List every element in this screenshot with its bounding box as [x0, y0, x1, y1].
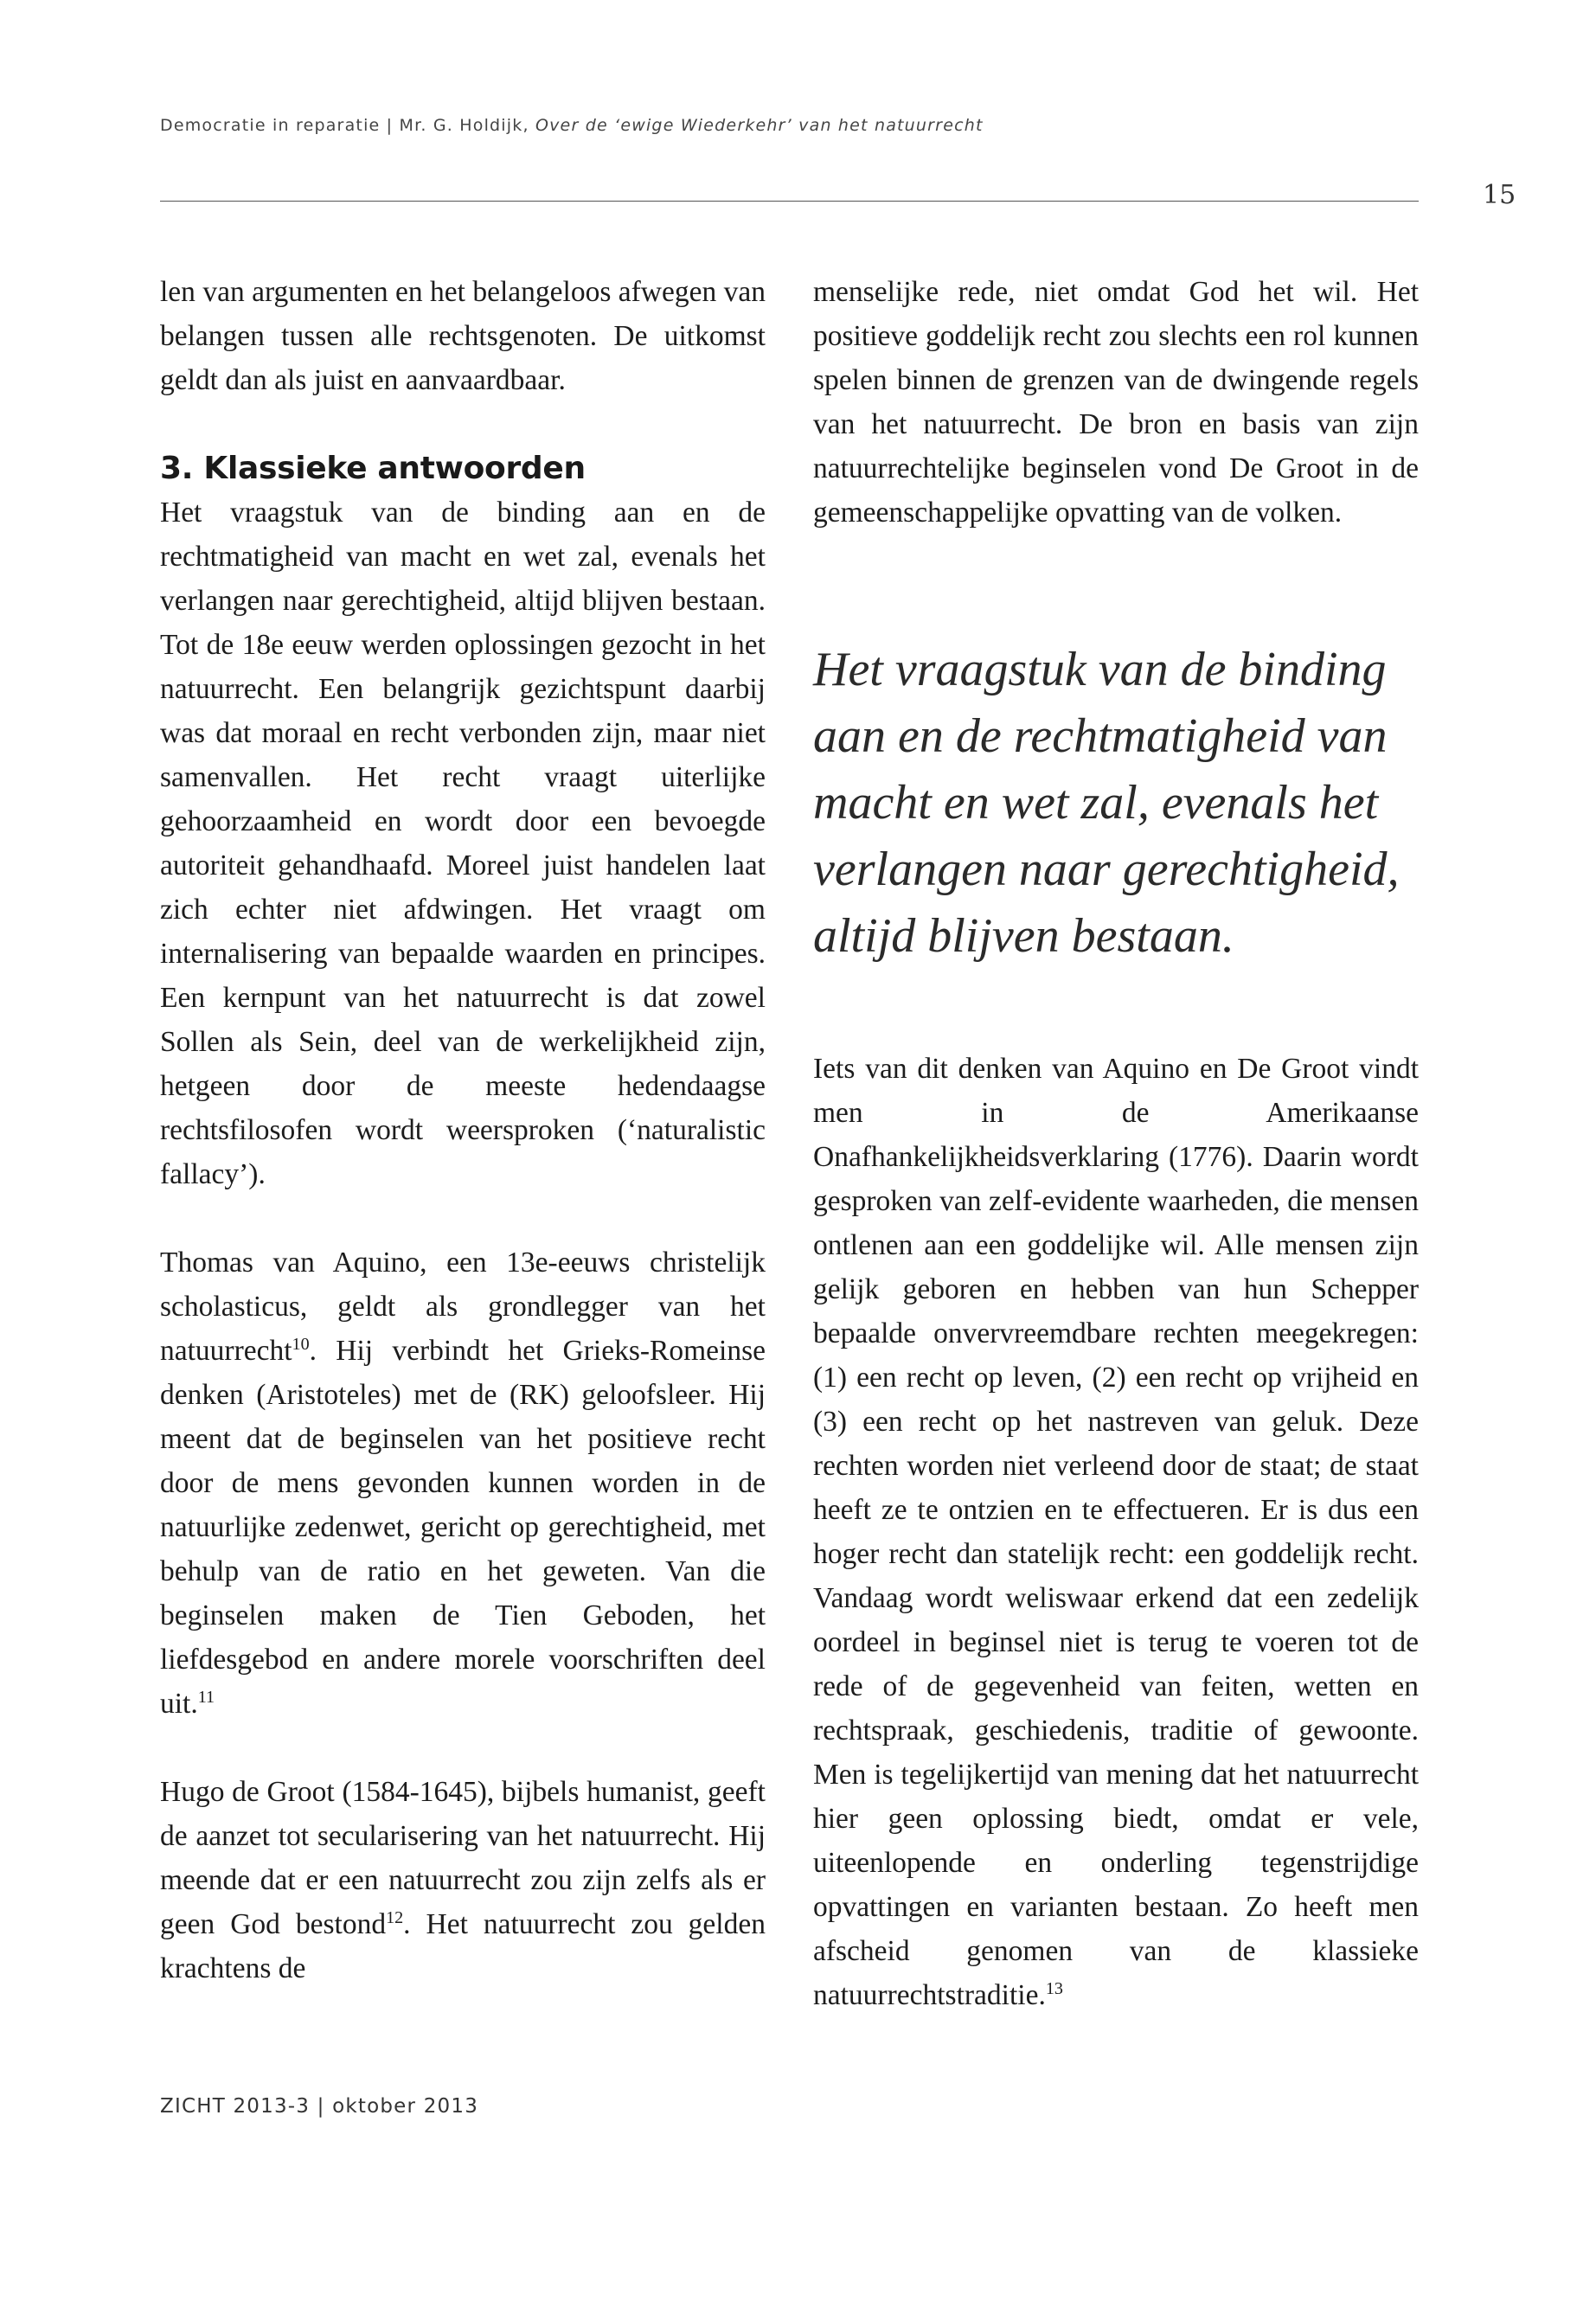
footnote-ref-11: 11 [197, 1687, 215, 1707]
page-number: 15 [1483, 180, 1516, 210]
section-heading: 3. Klassieke antwoorden [160, 451, 586, 486]
right-paragraph-2-text: Iets van dit denken van Aquino en De Groot vindt men in de Amerikaanse Onafhankelijkheidsverklaring (1776). Daarin wordt gesproken van zelf-evidente waarheden, die mensen ontlenen aan een goddelijke wil. Alle mensen zijn gelijk geboren en hebben van hun Schepper bepaalde onvervreemdbare rechten meegekregen: (1) een recht op leven, (2) een recht op vrijheid en (3) een recht op het nastreven van geluk. Deze rechten worden niet verleend door de staat; de staat heeft ze te ontzien en te effectueren. Er is dus een hoger recht dan statelijk recht: een goddelijk recht. Vandaag wordt weliswaar erkend dat een zedelijk oordeel in beginsel niet is terug te voeren tot de rede of de gegevenheid van feiten, wetten en rechtspraak, geschiedenis, traditie of gewoonte. Men is tegelijkertijd van mening dat het natuurrecht hier geen oplossing biedt, omdat er vele, uiteenlopende en onderling tegenstrijdige opvattingen en varianten bestaan. Zo heeft men afscheid genomen van de klassieke natuurrechtstraditie. [813, 1053, 1419, 2011]
right-paragraph-2 [813, 1047, 1419, 2017]
left-paragraph-4-part-b: . Het natuurrecht zou gelden krachtens de [160, 1908, 766, 1984]
footnote-ref-13: 13 [1045, 1978, 1063, 1998]
header-rule [160, 201, 1419, 202]
left-paragraph-2: Het vraagstuk van de binding aan en de rechtmatigheid van macht en wet zal, evenals het verlangen naar gerechtigheid, altijd blijven bestaan. Tot de 18e eeuw werden oplossingen gezocht in het natuurrecht. Een belangrijk gezichtspunt daarbij was dat moraal en recht verbonden zijn, maar niet samenvallen. Het recht vraagt uiterlijke gehoorzaamheid en wordt door een bevoegde autoriteit gehandhaafd. Moreel juist handelen laat zich echter niet afdwingen. Het vraagt om internalisering van bepaalde waarden en principes. Een kernpunt van het natuurrecht is dat zowel Sollen als Sein, deel van de werkelijkheid zijn, hetgeen door de meeste hedendaagse rechtsfilosofen wordt weersproken (‘naturalistic fallacy’). [160, 497, 766, 1190]
right-column-top [813, 270, 1419, 535]
running-head-main: Democratie in reparatie | Mr. G. Holdijk, [160, 116, 535, 135]
left-paragraph-3-part-b: . Hij verbindt het Grieks-Romeinse denken (Aristoteles) met de (RK) geloofsleer. Hij meent dat de beginselen van het positieve recht door de mens gevonden kunnen worden in de natuurlijke zedenwet, gericht op gerechtigheid, met behulp van de ratio en het geweten. Van die beginselen maken de Tien Geboden, het liefdesgebod en andere morele voorschriften deel uit. [160, 1335, 766, 1720]
right-column-bottom [813, 1047, 1419, 2017]
pull-quote: Het vraagstuk van de binding aan en de rechtmatigheid van macht en wet zal, evenals het verlangen naar gerechtigheid, altijd blijven bestaan. [813, 643, 1400, 963]
right-paragraph-1: menselijke rede, niet omdat God het wil. Het positieve goddelijk recht zou slechts een rol kunnen spelen binnen de grenzen van de dwingende regels van het natuurrecht. De bron en basis van zijn natuurrechtelijke beginselen vond De Groot in de gemeenschappelijke opvatting van de volken. [813, 276, 1419, 529]
running-head-title: Over de ‘ewige Wiederkehr’ van het natuurrecht [535, 116, 984, 135]
running-head [160, 116, 984, 135]
footnote-ref-12: 12 [386, 1907, 404, 1927]
footnote-ref-10: 10 [292, 1334, 310, 1354]
page-footer: ZICHT 2013-3 | oktober 2013 [160, 2095, 479, 2118]
left-paragraph-1: len van argumenten en het belangeloos afwegen van belangen tussen alle rechtsgenoten. De uitkomst geldt dan als juist en aanvaardbaar. [160, 276, 766, 396]
left-column [160, 270, 766, 1990]
left-paragraph-4-part-a: Hugo de Groot (1584-1645), bijbels humanist, geeft de aanzet tot secularisering van het natuurrecht. Hij meende dat er een natuurrecht zou zijn zelfs als er geen God bestond [160, 1776, 766, 1940]
left-paragraph-3-part-a: Thomas van Aquino, een 13e-eeuws christelijk scholasticus, geldt als grondlegger van het natuurrecht [160, 1247, 766, 1367]
left-paragraph-3 [160, 1240, 766, 1726]
left-paragraph-4 [160, 1770, 766, 1990]
